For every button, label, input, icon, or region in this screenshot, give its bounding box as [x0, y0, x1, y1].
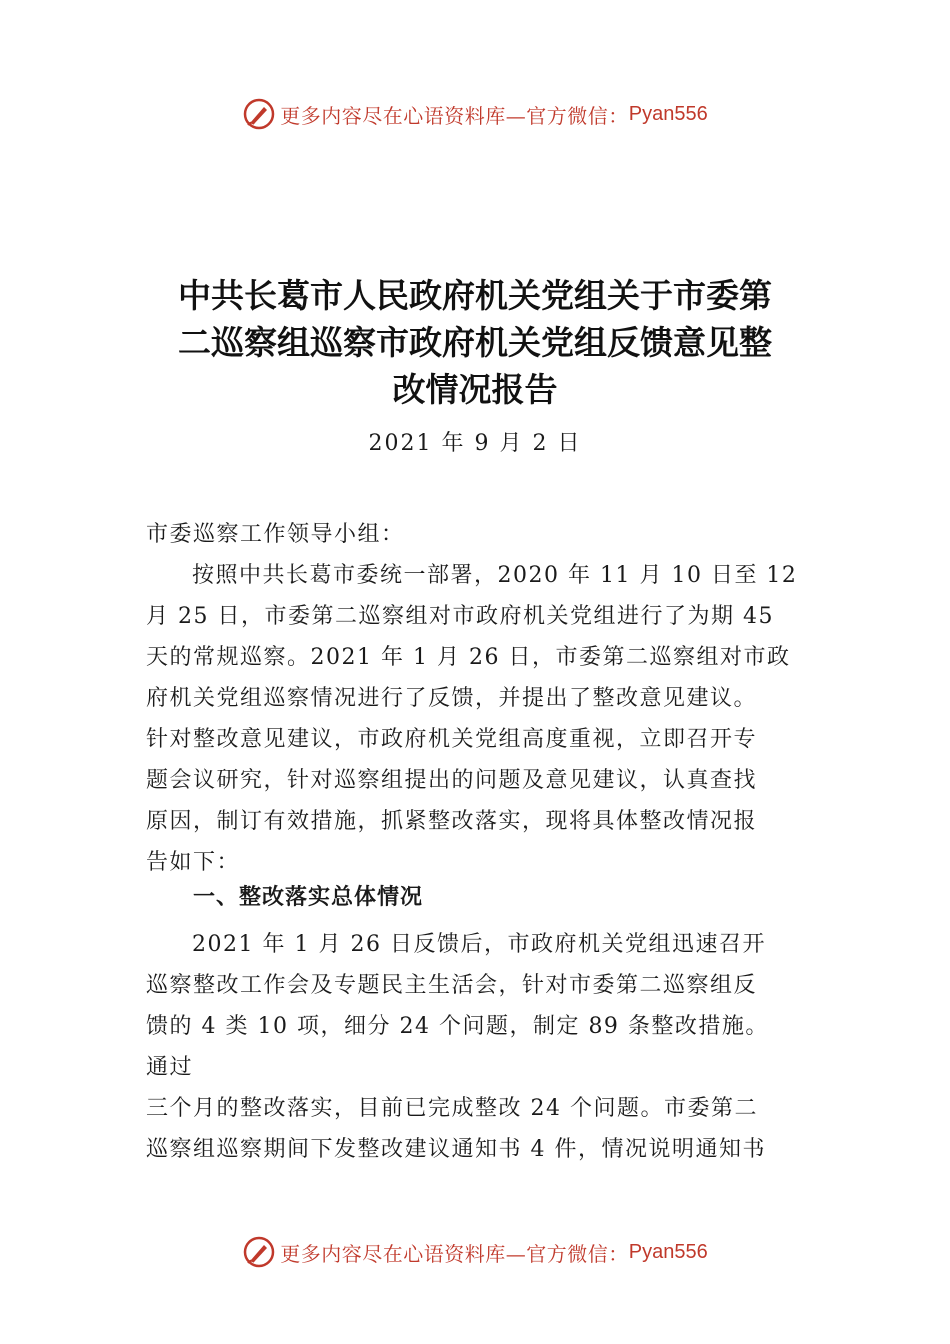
para-line: 巡察整改工作会及专题民主生活会，针对市委第二巡察组反 — [146, 973, 758, 998]
title-line: 改情况报告 — [392, 370, 558, 409]
para-line: 天的常规巡察。2021 年 1 月 26 日，市委第二巡察组对市政 — [146, 645, 791, 670]
para-line: 2021 年 1 月 26 日反馈后，市政府机关党组迅速召开 — [192, 932, 766, 957]
title-line: 二巡察组巡察市政府机关党组反馈意见整 — [178, 323, 772, 362]
salutation — [146, 514, 814, 555]
paragraph-1 — [146, 555, 814, 883]
para-line: 馈的 4 类 10 项，细分 24 个问题，制定 89 条整改措施。 — [146, 1014, 769, 1039]
watermark-wechat-id: Pyan556 — [628, 102, 708, 125]
para-line: 原因，制订有效措施，抓紧整改落实，现将具体整改情况报 — [146, 809, 758, 834]
paragraph-2 — [146, 924, 814, 1170]
para-line: 三个月的整改落实，目前已完成整改 24 个问题。市委第二 — [146, 1096, 758, 1121]
watermark-banner-top — [0, 94, 950, 134]
brush-logo-icon — [242, 97, 276, 131]
para-line: 题会议研究，针对巡察组提出的问题及意见建议，认真查找 — [146, 768, 758, 793]
section-heading: 一、整改落实总体情况 — [193, 885, 424, 910]
para-line: 通过 — [146, 1055, 194, 1080]
para-line: 针对整改意见建议，市政府机关党组高度重视，立即召开专 — [146, 727, 758, 752]
document-date: 2021 年 9 月 2 日 — [368, 431, 582, 456]
document-title — [140, 272, 810, 413]
para-line: 府机关党组巡察情况进行了反馈，并提出了整改意见建议。 — [146, 686, 758, 711]
brush-logo-icon — [242, 1235, 276, 1269]
para-line: 告如下： — [146, 850, 241, 875]
para-line: 按照中共长葛市委统一部署，2020 年 11 月 10 日至 12 — [192, 563, 798, 588]
watermark-wechat-id: Pyan556 — [628, 1240, 708, 1263]
watermark-text: 更多内容尽在心语资料库—官方微信： — [280, 103, 629, 128]
salutation-text: 市委巡察工作领导小组： — [146, 522, 405, 547]
watermark-text: 更多内容尽在心语资料库—官方微信： — [280, 1241, 629, 1266]
title-line: 中共长葛市人民政府机关党组关于市委第 — [178, 276, 772, 315]
para-line: 巡察组巡察期间下发整改建议通知书 4 件，情况说明通知书 — [146, 1137, 766, 1162]
watermark-banner-bottom — [0, 1232, 950, 1272]
para-line: 月 25 日，市委第二巡察组对市政府机关党组进行了为期 45 — [146, 604, 774, 629]
